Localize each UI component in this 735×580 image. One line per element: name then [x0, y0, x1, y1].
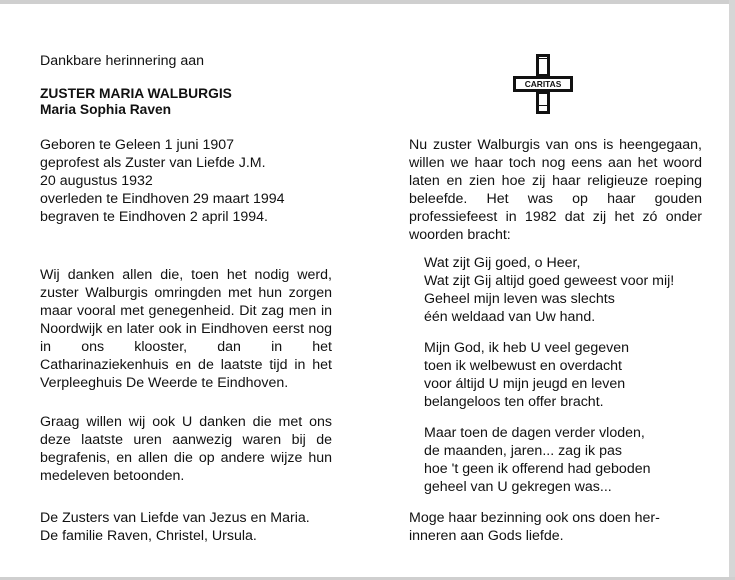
poem-stanza-3 — [424, 424, 714, 496]
scan-edge-right — [729, 0, 735, 580]
caritas-label: CARITAS — [524, 79, 562, 89]
funeral-thanks-paragraph: Graag willen wij ook U danken die met ons deze laatste uren aanwezig waren bij de begrafenis, en allen die op andere wijze hun medeleven betoonden. — [40, 414, 332, 484]
closing-line: Moge haar bezinning ook ons doen her- — [409, 510, 660, 526]
bio-line: 20 augustus 1932 — [40, 173, 153, 189]
poem-line: Maar toen de dagen verder vloden, — [424, 425, 645, 441]
caritas-cross-icon — [511, 52, 575, 116]
poem-line: belangeloos ten offer bracht. — [424, 394, 604, 410]
poem-line: Wat zijt Gij goed, o Heer, — [424, 255, 581, 271]
signature-line: De familie Raven, Christel, Ursula. — [40, 528, 257, 544]
biography-block — [40, 136, 332, 226]
poem-stanza-1 — [424, 254, 714, 326]
religious-name: ZUSTER MARIA WALBURGIS — [40, 86, 232, 101]
bio-line: begraven te Eindhoven 2 april 1994. — [40, 209, 268, 225]
bio-line: Geboren te Geleen 1 juni 1907 — [40, 137, 235, 153]
poem-line: Mijn God, ik heb U veel gegeven — [424, 340, 630, 356]
intro-paragraph: Nu zuster Walburgis van ons is heengegaan, willen we haar toch nog eens aan het woord laten en zien hoe zij haar religieuze roeping beleefde. Het was op haar gouden professiefeest in 1982 dat zij het zó onder woorden bracht: — [409, 137, 702, 243]
poem-stanza-2 — [424, 339, 714, 411]
poem-line: één weldaad van Uw hand. — [424, 309, 596, 325]
birth-name: Maria Sophia Raven — [40, 102, 172, 117]
poem-line: hoe 't geen ik offerend had geboden — [424, 461, 651, 477]
card-heading: Dankbare herinnering aan — [40, 53, 205, 69]
signature-line: De Zusters van Liefde van Jezus en Maria. — [40, 510, 310, 526]
poem-line: Geheel mijn leven was slechts — [424, 291, 615, 307]
signature-block — [40, 509, 332, 545]
bio-line: overleden te Eindhoven 29 maart 1994 — [40, 191, 285, 207]
thanks-paragraph: Wij danken allen die, toen het nodig werd, zuster Walburgis omringden met hun zorgen maar vooral met genegenheid. Dit zag men in Noordwijk en later ook in Eindhoven eerst nog in ons klooster, dan in het Catharinaziekenhuis en de laatste tijd in het Verpleeghuis De Weerde te Eindhoven. — [40, 267, 332, 391]
scan-edge-top — [0, 0, 735, 4]
poem-line: voor áltijd U mijn jeugd en leven — [424, 376, 626, 392]
deceased-name-block — [40, 86, 332, 118]
poem-line: toen ik welbewust en overdacht — [424, 358, 622, 374]
closing-block — [409, 509, 702, 545]
bio-line: geprofest als Zuster van Liefde J.M. — [40, 155, 266, 171]
poem-line: Wat zijt Gij altijd goed geweest voor mij! — [424, 273, 675, 289]
poem-line: de maanden, jaren... zag ik pas — [424, 443, 622, 459]
closing-line: inneren aan Gods liefde. — [409, 528, 564, 544]
poem-line: geheel van U gekregen was... — [424, 479, 612, 495]
